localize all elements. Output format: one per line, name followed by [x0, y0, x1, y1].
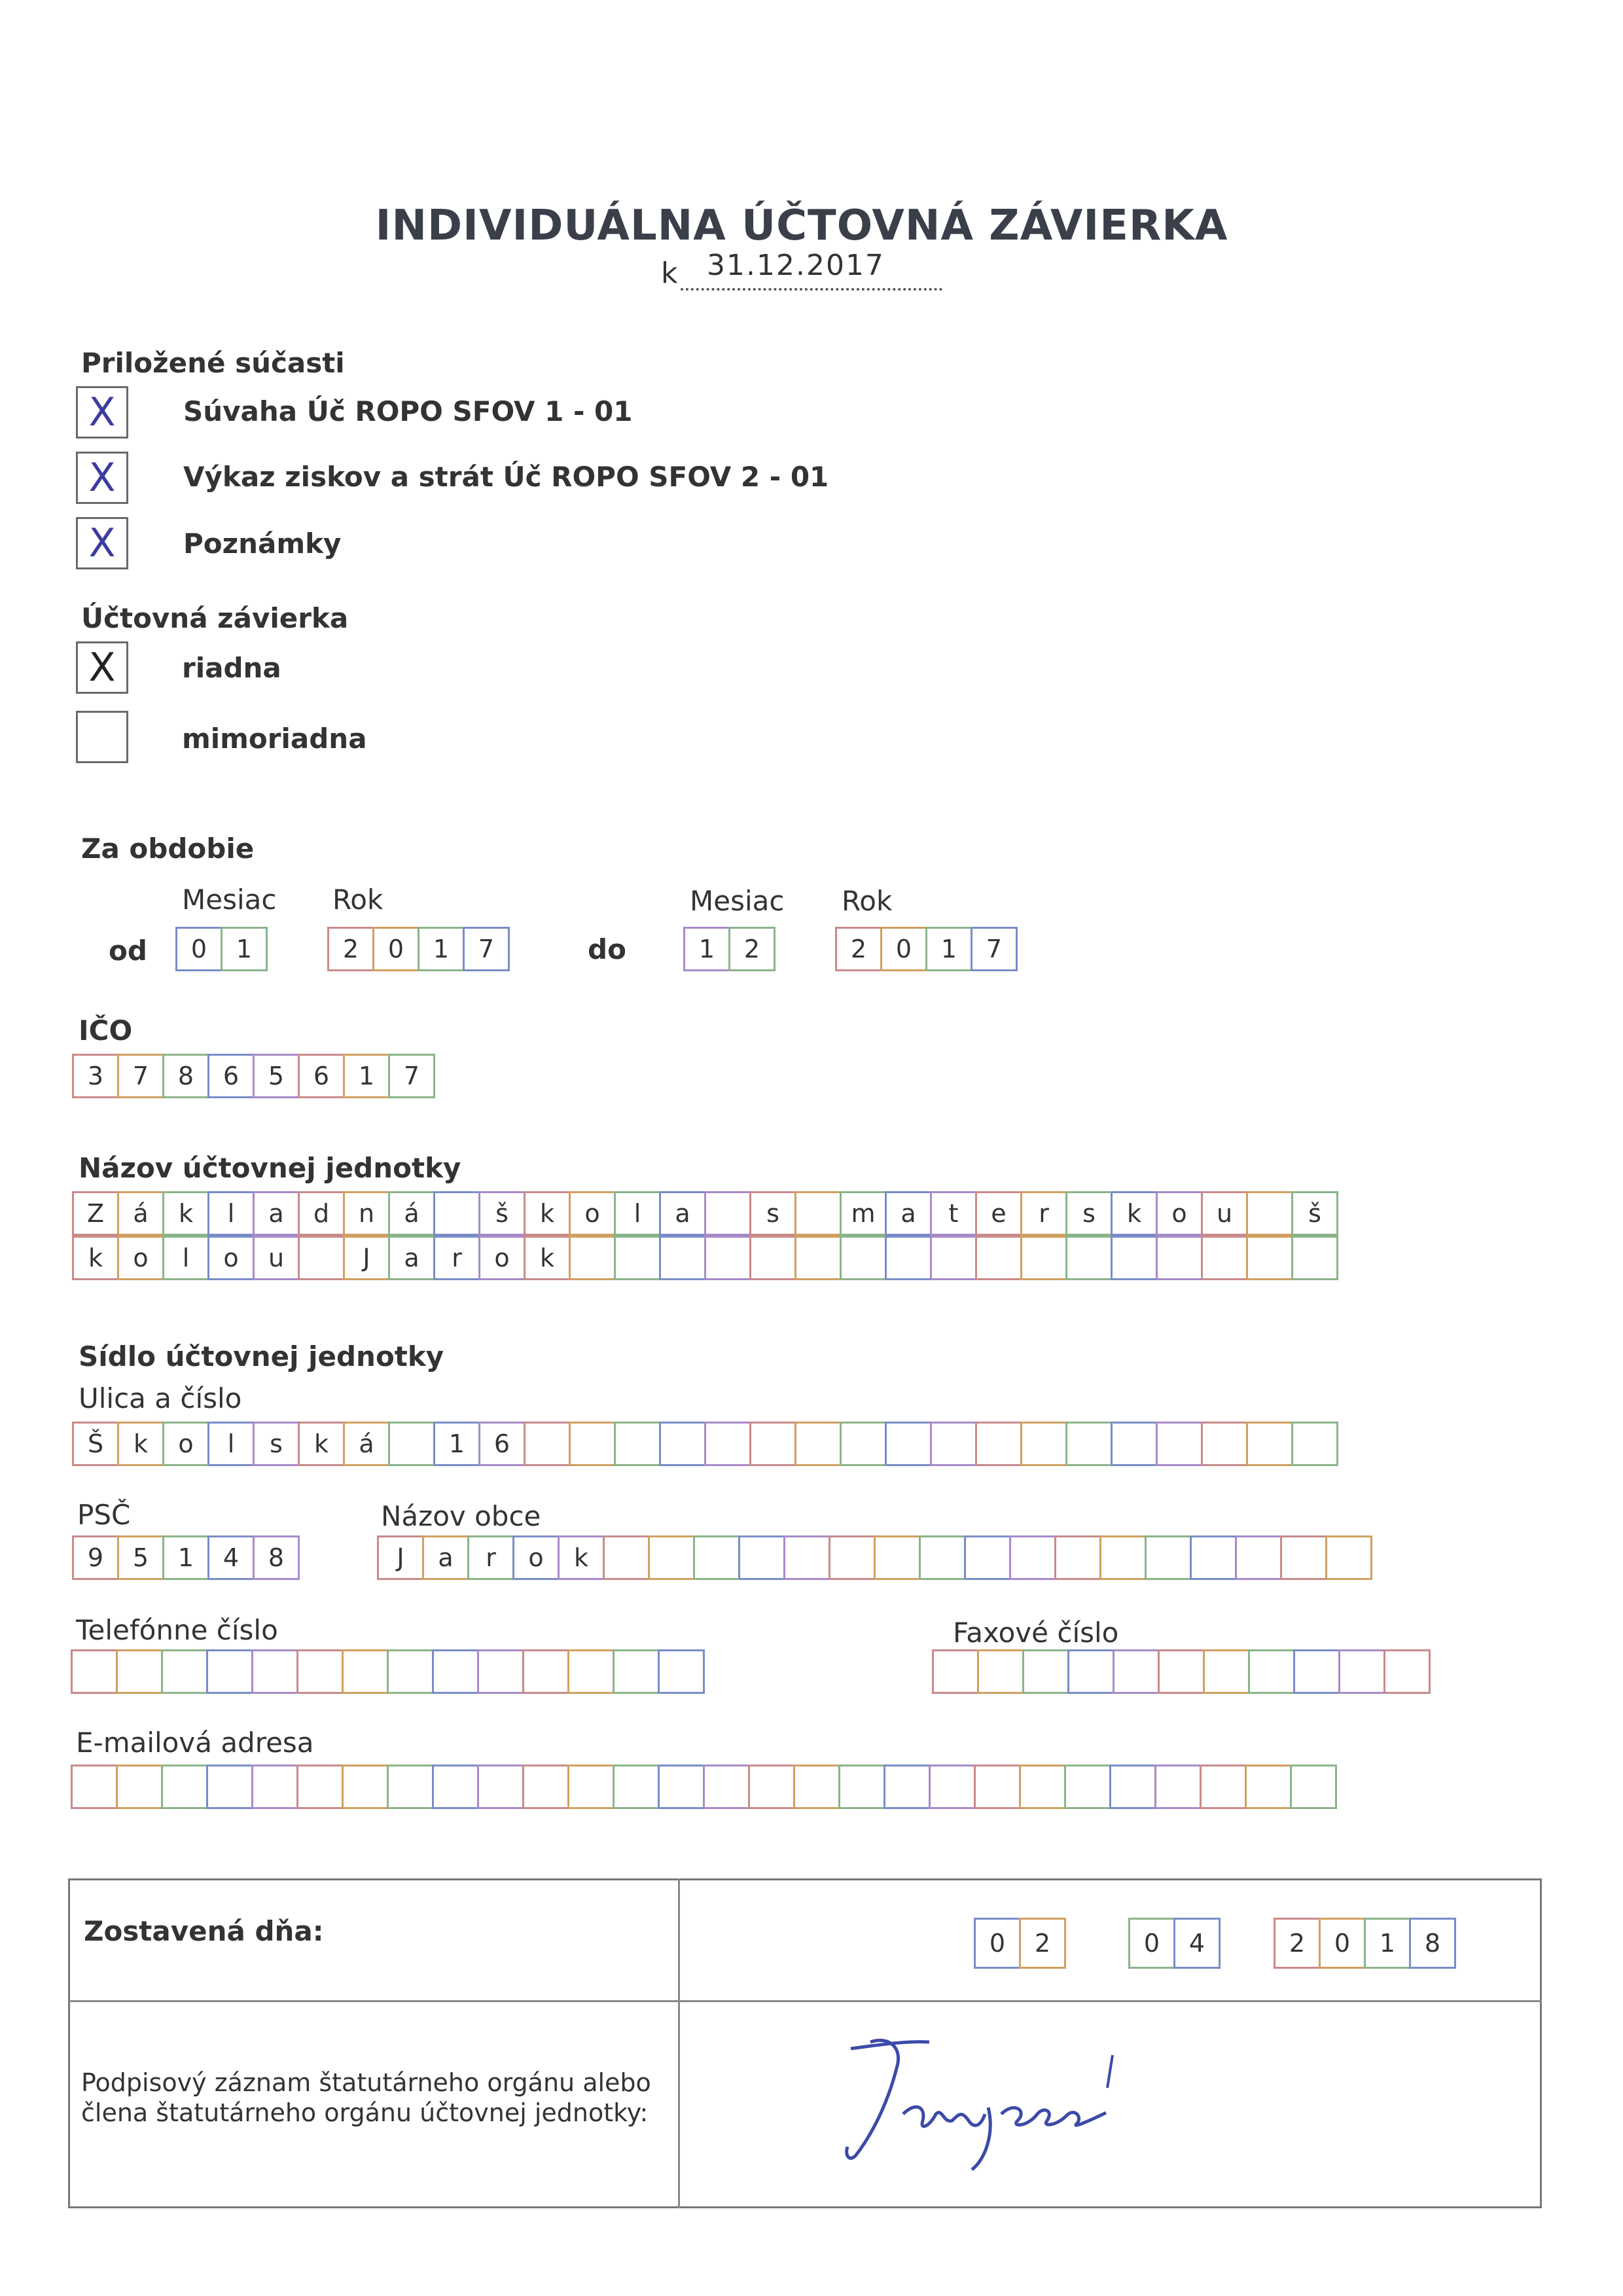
- city-cell[interactable]: [1280, 1535, 1327, 1580]
- psc-field[interactable]: [72, 1535, 300, 1580]
- email-cell[interactable]: [1245, 1765, 1292, 1809]
- name-row-1-cell[interactable]: š: [1291, 1191, 1338, 1236]
- name-row-2-cell[interactable]: [1020, 1236, 1067, 1280]
- street-cell[interactable]: [1111, 1422, 1158, 1466]
- name-row-2-cell[interactable]: o: [207, 1236, 255, 1280]
- street-cell[interactable]: [749, 1422, 796, 1466]
- phone-cell[interactable]: [387, 1649, 434, 1694]
- city-cell[interactable]: J: [377, 1535, 424, 1580]
- city-cell[interactable]: [603, 1535, 650, 1580]
- name-row-2[interactable]: [72, 1236, 1338, 1280]
- email-cell[interactable]: [929, 1765, 976, 1809]
- phone-cell[interactable]: [432, 1649, 479, 1694]
- from-month-label: Mesiac: [182, 884, 277, 916]
- street-cell[interactable]: l: [207, 1422, 255, 1466]
- email-cell[interactable]: [432, 1765, 479, 1809]
- ico-cell[interactable]: 5: [253, 1054, 300, 1098]
- phone-cell[interactable]: [342, 1649, 389, 1694]
- city-label: Názov obce: [381, 1500, 541, 1532]
- name-row-1-cell[interactable]: Z: [72, 1191, 119, 1236]
- fax-cell[interactable]: [1067, 1649, 1115, 1694]
- street-cell[interactable]: s: [253, 1422, 300, 1466]
- ico-cell[interactable]: 3: [72, 1054, 119, 1098]
- street-cell[interactable]: [840, 1422, 887, 1466]
- street-cell[interactable]: [704, 1422, 751, 1466]
- name-row-2-cell[interactable]: [298, 1236, 345, 1280]
- email-cell[interactable]: [296, 1765, 344, 1809]
- to-year-field[interactable]: [835, 927, 1018, 971]
- name-row-1-cell[interactable]: o: [1156, 1191, 1203, 1236]
- email-cell[interactable]: [1200, 1765, 1247, 1809]
- phone-cell[interactable]: [567, 1649, 615, 1694]
- name-row-2-cell[interactable]: [704, 1236, 751, 1280]
- name-row-1-cell[interactable]: l: [614, 1191, 661, 1236]
- name-row-1-cell[interactable]: [704, 1191, 751, 1236]
- name-row-1-cell[interactable]: [794, 1191, 842, 1236]
- street-cell[interactable]: [885, 1422, 932, 1466]
- street-cell[interactable]: k: [117, 1422, 164, 1466]
- street-cell[interactable]: [975, 1422, 1022, 1466]
- name-row-1-cell[interactable]: e: [975, 1191, 1022, 1236]
- city-cell[interactable]: [1054, 1535, 1101, 1580]
- document-title: INDIVIDUÁLNA ÚČTOVNÁ ZÁVIERKA: [375, 202, 1228, 250]
- street-cell[interactable]: á: [343, 1422, 390, 1466]
- phone-cell[interactable]: [522, 1649, 569, 1694]
- street-cell[interactable]: [569, 1422, 616, 1466]
- email-cell[interactable]: [1064, 1765, 1111, 1809]
- from-year-digit[interactable]: 2: [327, 927, 374, 971]
- name-row-1-cell[interactable]: r: [1020, 1191, 1067, 1236]
- from-month-digit[interactable]: 0: [175, 927, 223, 971]
- signature-divider-horizontal: [68, 2000, 1542, 2002]
- psc-cell[interactable]: 5: [117, 1535, 164, 1580]
- to-label: do: [588, 933, 626, 965]
- to-month-digit[interactable]: 1: [683, 927, 730, 971]
- fax-cell[interactable]: [1113, 1649, 1160, 1694]
- phone-cell[interactable]: [206, 1649, 253, 1694]
- phone-cell[interactable]: [296, 1649, 344, 1694]
- compiled-year-digit[interactable]: 2: [1274, 1918, 1321, 1969]
- from-year-digit[interactable]: 7: [463, 927, 510, 971]
- name-row-2-cell[interactable]: [659, 1236, 706, 1280]
- city-cell[interactable]: [1009, 1535, 1056, 1580]
- fax-cell[interactable]: [932, 1649, 979, 1694]
- to-month-field[interactable]: [683, 927, 776, 971]
- street-cell[interactable]: [1201, 1422, 1248, 1466]
- to-year-digit[interactable]: 1: [925, 927, 972, 971]
- name-row-2-cell[interactable]: [930, 1236, 977, 1280]
- email-cell[interactable]: [1109, 1765, 1156, 1809]
- ico-cell[interactable]: 8: [162, 1054, 209, 1098]
- name-row-2-cell[interactable]: J: [343, 1236, 390, 1280]
- name-row-2-cell[interactable]: [885, 1236, 932, 1280]
- phone-field[interactable]: [71, 1649, 705, 1694]
- name-row-2-cell[interactable]: a: [388, 1236, 435, 1280]
- name-row-2-cell[interactable]: [1201, 1236, 1248, 1280]
- name-row-2-cell[interactable]: [749, 1236, 796, 1280]
- psc-cell[interactable]: 4: [207, 1535, 255, 1580]
- label-profit-loss: Výkaz ziskov a strát Úč ROPO SFOV 2 - 01: [183, 461, 829, 493]
- name-row-2-cell[interactable]: [569, 1236, 616, 1280]
- ico-cell[interactable]: 7: [388, 1054, 435, 1098]
- from-label: od: [109, 935, 147, 967]
- fax-cell[interactable]: [1158, 1649, 1205, 1694]
- email-cell[interactable]: [116, 1765, 163, 1809]
- compiled-month-digit[interactable]: 0: [1128, 1918, 1175, 1969]
- date-prefix: k: [661, 257, 678, 290]
- name-row-1-cell[interactable]: n: [343, 1191, 390, 1236]
- psc-cell[interactable]: 9: [72, 1535, 119, 1580]
- ico-label: IČO: [79, 1014, 133, 1047]
- fax-cell[interactable]: [1338, 1649, 1385, 1694]
- email-cell[interactable]: [793, 1765, 840, 1809]
- signature-divider-vertical: [678, 1878, 680, 2208]
- city-cell[interactable]: [1145, 1535, 1192, 1580]
- city-cell[interactable]: [783, 1535, 830, 1580]
- email-cell[interactable]: [387, 1765, 434, 1809]
- fax-label: Faxové číslo: [953, 1617, 1119, 1649]
- city-cell[interactable]: o: [512, 1535, 560, 1580]
- city-cell[interactable]: [1190, 1535, 1237, 1580]
- name-row-1-cell[interactable]: d: [298, 1191, 345, 1236]
- email-cell[interactable]: [161, 1765, 208, 1809]
- city-cell[interactable]: [648, 1535, 695, 1580]
- name-row-1-cell[interactable]: a: [885, 1191, 932, 1236]
- street-cell[interactable]: [1246, 1422, 1293, 1466]
- checkbox-profit-loss[interactable]: X: [76, 452, 128, 504]
- phone-cell[interactable]: [251, 1649, 298, 1694]
- to-year-label: Rok: [842, 885, 893, 917]
- email-cell[interactable]: [1019, 1765, 1066, 1809]
- phone-cell[interactable]: [477, 1649, 524, 1694]
- psc-cell[interactable]: 1: [162, 1535, 209, 1580]
- seat-label: Sídlo účtovnej jednotky: [79, 1340, 444, 1372]
- compiled-year-digit[interactable]: 1: [1364, 1918, 1411, 1969]
- name-row-2-cell[interactable]: [975, 1236, 1022, 1280]
- street-cell[interactable]: Š: [72, 1422, 119, 1466]
- name-row-1-cell[interactable]: á: [388, 1191, 435, 1236]
- date-value: 31.12.2017: [707, 249, 885, 282]
- city-cell[interactable]: r: [467, 1535, 514, 1580]
- closing-heading: Účtovná závierka: [81, 602, 349, 634]
- phone-cell[interactable]: [71, 1649, 118, 1694]
- city-cell[interactable]: [829, 1535, 876, 1580]
- psc-label: PSČ: [77, 1499, 131, 1531]
- to-year-digit[interactable]: 2: [835, 927, 882, 971]
- compiled-month-digit[interactable]: 4: [1173, 1918, 1221, 1969]
- name-row-2-cell[interactable]: [1111, 1236, 1158, 1280]
- email-cell[interactable]: [206, 1765, 253, 1809]
- date-dotted-line: [681, 288, 942, 291]
- name-row-2-cell[interactable]: [840, 1236, 887, 1280]
- name-row-1-cell[interactable]: a: [253, 1191, 300, 1236]
- email-cell[interactable]: [71, 1765, 118, 1809]
- from-year-digit[interactable]: 1: [418, 927, 465, 971]
- checkbox-notes[interactable]: X: [76, 517, 128, 569]
- compiled-year-field[interactable]: [1274, 1918, 1456, 1969]
- street-field[interactable]: [72, 1422, 1338, 1466]
- phone-cell[interactable]: [116, 1649, 163, 1694]
- email-cell[interactable]: [477, 1765, 524, 1809]
- name-row-2-cell[interactable]: l: [162, 1236, 209, 1280]
- name-row-2-cell[interactable]: u: [253, 1236, 300, 1280]
- fax-field[interactable]: [932, 1649, 1431, 1694]
- street-cell[interactable]: [1020, 1422, 1067, 1466]
- signature-handwriting: [831, 2029, 1132, 2179]
- email-cell[interactable]: [748, 1765, 795, 1809]
- fax-cell[interactable]: [977, 1649, 1024, 1694]
- email-cell[interactable]: [613, 1765, 660, 1809]
- email-cell[interactable]: [1154, 1765, 1202, 1809]
- street-cell[interactable]: [614, 1422, 661, 1466]
- email-cell[interactable]: [838, 1765, 885, 1809]
- compiled-year-digit[interactable]: 0: [1319, 1918, 1366, 1969]
- name-row-1-cell[interactable]: k: [1111, 1191, 1158, 1236]
- from-year-digit[interactable]: 0: [372, 927, 419, 971]
- email-cell[interactable]: [1290, 1765, 1337, 1809]
- compiled-day-digit[interactable]: 2: [1019, 1918, 1066, 1969]
- name-row-1-cell[interactable]: s: [1065, 1191, 1113, 1236]
- name-row-1-cell[interactable]: k: [524, 1191, 571, 1236]
- email-field[interactable]: [71, 1765, 1337, 1809]
- name-row-1-cell[interactable]: l: [207, 1191, 255, 1236]
- email-cell[interactable]: [974, 1765, 1021, 1809]
- name-row-1-cell[interactable]: á: [117, 1191, 164, 1236]
- name-row-1-cell[interactable]: [1246, 1191, 1293, 1236]
- city-cell[interactable]: [1235, 1535, 1282, 1580]
- label-extraordinary: mimoriadna: [182, 723, 367, 755]
- name-row-1-cell[interactable]: š: [478, 1191, 526, 1236]
- ico-cell[interactable]: 6: [207, 1054, 255, 1098]
- fax-cell[interactable]: [1203, 1649, 1250, 1694]
- city-cell[interactable]: [874, 1535, 921, 1580]
- label-regular: riadna: [182, 652, 281, 684]
- name-row-2-cell[interactable]: [1246, 1236, 1293, 1280]
- compiled-label: Zostavená dňa:: [84, 1915, 324, 1947]
- name-row-2-cell[interactable]: k: [72, 1236, 119, 1280]
- name-row-2-cell[interactable]: o: [117, 1236, 164, 1280]
- label-notes: Poznámky: [183, 528, 342, 560]
- name-row-2-cell[interactable]: [1291, 1236, 1338, 1280]
- name-row-1-cell[interactable]: u: [1201, 1191, 1248, 1236]
- name-row-2-cell[interactable]: o: [478, 1236, 526, 1280]
- email-cell[interactable]: [658, 1765, 705, 1809]
- street-cell[interactable]: [1156, 1422, 1203, 1466]
- city-cell[interactable]: k: [558, 1535, 605, 1580]
- signature-label-line-2: člena štatutárneho orgánu účtovnej jednotky:: [81, 2098, 649, 2127]
- compiled-day-digit[interactable]: 0: [974, 1918, 1021, 1969]
- email-cell[interactable]: [567, 1765, 615, 1809]
- fax-cell[interactable]: [1022, 1649, 1069, 1694]
- email-cell[interactable]: [251, 1765, 298, 1809]
- name-label: Názov účtovnej jednotky: [79, 1152, 461, 1184]
- ico-cell[interactable]: 6: [298, 1054, 345, 1098]
- name-row-1-cell[interactable]: a: [659, 1191, 706, 1236]
- period-heading: Za obdobie: [81, 833, 255, 865]
- ico-field[interactable]: [72, 1054, 435, 1098]
- from-year-field[interactable]: [327, 927, 510, 971]
- email-cell[interactable]: [522, 1765, 569, 1809]
- compiled-month-field[interactable]: [1128, 1918, 1221, 1969]
- street-cell[interactable]: k: [298, 1422, 345, 1466]
- phone-cell[interactable]: [161, 1649, 208, 1694]
- street-cell[interactable]: [388, 1422, 435, 1466]
- label-balance-sheet: Súvaha Úč ROPO SFOV 1 - 01: [183, 395, 633, 427]
- street-cell[interactable]: o: [162, 1422, 209, 1466]
- fax-cell[interactable]: [1248, 1649, 1295, 1694]
- name-row-1-cell[interactable]: k: [162, 1191, 209, 1236]
- street-cell[interactable]: [794, 1422, 842, 1466]
- checkbox-regular[interactable]: X: [76, 641, 128, 694]
- fax-cell[interactable]: [1293, 1649, 1340, 1694]
- compiled-day-field[interactable]: [974, 1918, 1066, 1969]
- city-field[interactable]: [377, 1535, 1372, 1580]
- street-cell[interactable]: [524, 1422, 571, 1466]
- psc-cell[interactable]: 8: [253, 1535, 300, 1580]
- compiled-year-digit[interactable]: 8: [1409, 1918, 1456, 1969]
- from-year-label: Rok: [332, 884, 383, 916]
- name-row-1[interactable]: [72, 1191, 1338, 1236]
- street-cell[interactable]: 1: [433, 1422, 480, 1466]
- city-cell[interactable]: a: [422, 1535, 469, 1580]
- to-year-digit[interactable]: 0: [880, 927, 927, 971]
- street-cell[interactable]: [1291, 1422, 1338, 1466]
- city-cell[interactable]: [1099, 1535, 1147, 1580]
- phone-cell[interactable]: [613, 1649, 660, 1694]
- phone-cell[interactable]: [658, 1649, 705, 1694]
- name-row-1-cell[interactable]: m: [840, 1191, 887, 1236]
- street-label: Ulica a číslo: [79, 1382, 242, 1414]
- to-month-label: Mesiac: [690, 885, 785, 917]
- ico-cell[interactable]: 7: [117, 1054, 164, 1098]
- attached-heading: Priložené súčasti: [81, 347, 345, 379]
- name-row-2-cell[interactable]: r: [433, 1236, 480, 1280]
- city-cell[interactable]: [738, 1535, 785, 1580]
- name-row-2-cell[interactable]: [1065, 1236, 1113, 1280]
- name-row-2-cell[interactable]: k: [524, 1236, 571, 1280]
- checkbox-extraordinary[interactable]: [76, 711, 128, 763]
- email-cell[interactable]: [703, 1765, 750, 1809]
- signature-label-line-1: Podpisový záznam štatutárneho orgánu alebo: [81, 2068, 651, 2097]
- fax-cell[interactable]: [1383, 1649, 1431, 1694]
- email-cell[interactable]: [883, 1765, 931, 1809]
- city-cell[interactable]: [964, 1535, 1011, 1580]
- from-month-digit[interactable]: 1: [221, 927, 268, 971]
- name-row-1-cell[interactable]: o: [569, 1191, 616, 1236]
- street-cell[interactable]: [1065, 1422, 1113, 1466]
- to-month-digit[interactable]: 2: [728, 927, 776, 971]
- name-row-1-cell[interactable]: t: [930, 1191, 977, 1236]
- street-cell[interactable]: 6: [478, 1422, 526, 1466]
- name-row-2-cell[interactable]: [1156, 1236, 1203, 1280]
- city-cell[interactable]: [919, 1535, 966, 1580]
- name-row-1-cell[interactable]: [433, 1191, 480, 1236]
- city-cell[interactable]: [693, 1535, 740, 1580]
- name-row-2-cell[interactable]: [614, 1236, 661, 1280]
- ico-cell[interactable]: 1: [343, 1054, 390, 1098]
- email-label: E-mailová adresa: [76, 1727, 314, 1759]
- checkbox-balance-sheet[interactable]: X: [76, 386, 128, 439]
- street-cell[interactable]: [930, 1422, 977, 1466]
- city-cell[interactable]: [1325, 1535, 1372, 1580]
- street-cell[interactable]: [659, 1422, 706, 1466]
- phone-label: Telefónne číslo: [76, 1614, 278, 1646]
- email-cell[interactable]: [342, 1765, 389, 1809]
- to-year-digit[interactable]: 7: [971, 927, 1018, 971]
- from-month-field[interactable]: [175, 927, 268, 971]
- name-row-2-cell[interactable]: [794, 1236, 842, 1280]
- name-row-1-cell[interactable]: s: [749, 1191, 796, 1236]
